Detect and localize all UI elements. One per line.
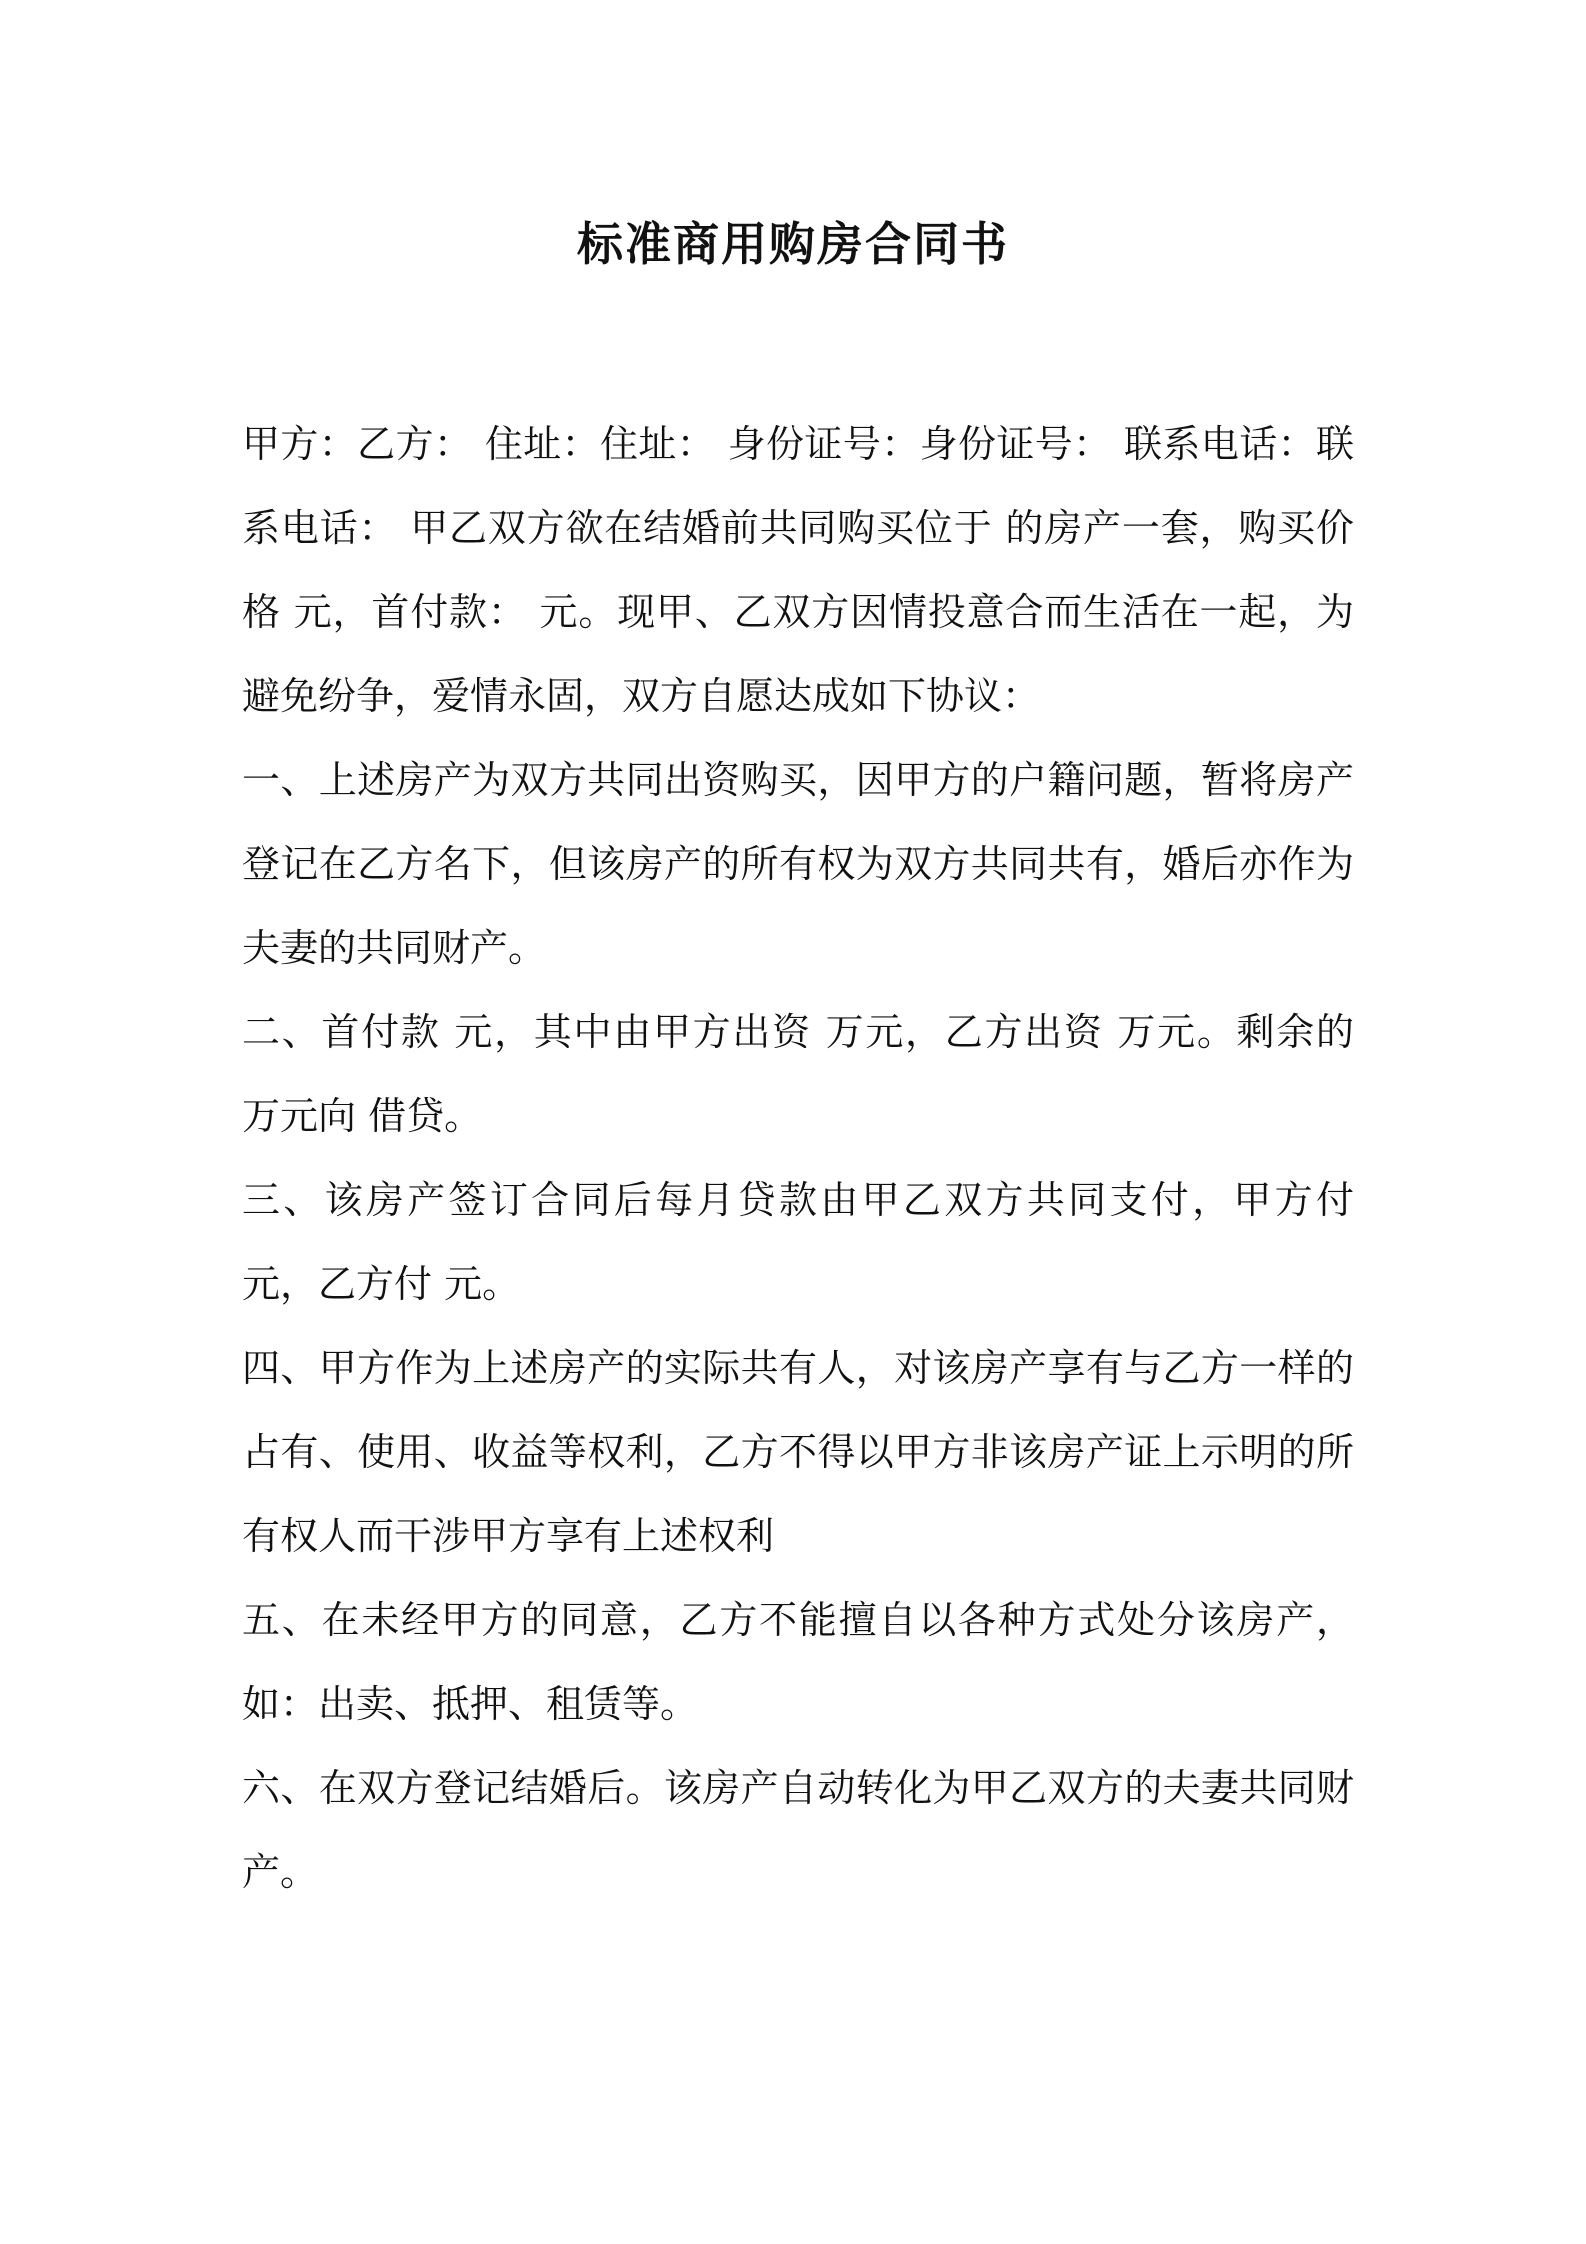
intro-paragraph: 甲方：乙方： 住址：住址： 身份证号：身份证号： 联系电话：联系电话： 甲乙双方欲在结婚前共同购买位于 的房产一套，购买价格 元，首付款： 元。现甲、乙双方因情投意合而生活在一起，为避免纷争，爱情永固，双方自愿达成如下协议： bbox=[242, 422, 1354, 718]
clause-4: 四、甲方作为上述房产的实际共有人，对该房产享有与乙方一样的占有、使用、收益等权利，乙方不得以甲方非该房产证上示明的所有权人而干涉甲方享有上述权利 bbox=[242, 1346, 1354, 1558]
clause-6: 六、在双方登记结婚后。该房产自动转化为甲乙双方的夫妻共同财产。 bbox=[242, 1766, 1354, 1894]
clause-5: 五、在未经甲方的同意，乙方不能擅自以各种方式处分该房产，如：出卖、抵押、租赁等。 bbox=[242, 1598, 1354, 1726]
document-title: 标准商用购房合同书 bbox=[577, 217, 1009, 271]
document-body bbox=[242, 402, 1354, 1914]
clause-2: 二、首付款 元，其中由甲方出资 万元，乙方出资 万元。剩余的 万元向 借贷。 bbox=[242, 1010, 1354, 1138]
clause-3: 三、该房产签订合同后每月贷款由甲乙双方共同支付，甲方付 元，乙方付 元。 bbox=[242, 1178, 1354, 1306]
clause-1: 一、上述房产为双方共同出资购买，因甲方的户籍问题，暂将房产登记在乙方名下，但该房产的所有权为双方共同共有，婚后亦作为夫妻的共同财产。 bbox=[242, 758, 1354, 970]
